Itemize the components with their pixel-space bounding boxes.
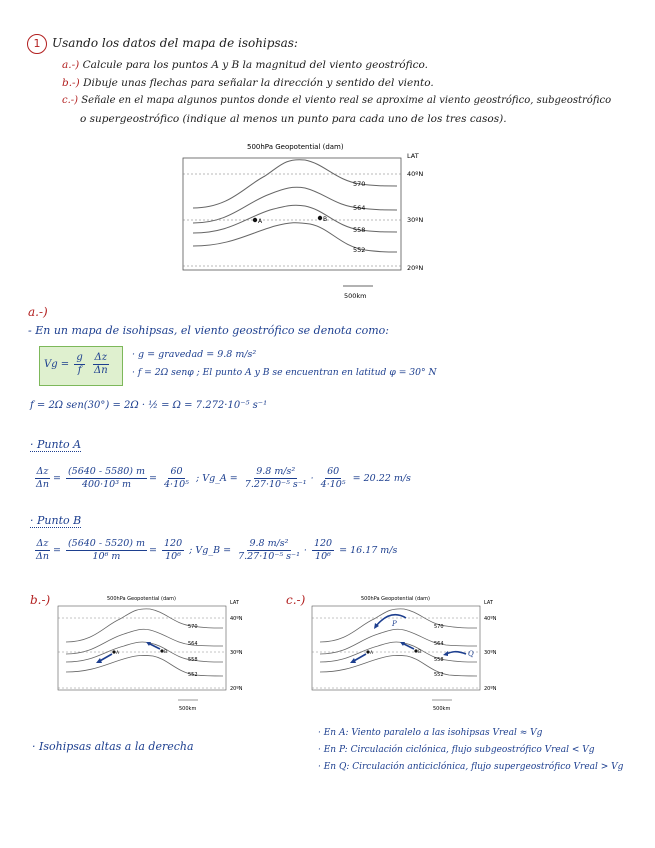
pb-r-num: 120 [164, 538, 183, 549]
pb-frac-2 [162, 538, 184, 563]
task-c [62, 95, 611, 106]
map-c-point-p: P [392, 620, 397, 628]
point-b-title: · Punto B [30, 514, 82, 527]
point-a-calc: $\frac{\Delta z}{\Delta n}$ = $\frac{(5640 - 5580) m}{\text{400·10³ m}}$ = $\frac{60}{\text{4·10⁵}}$ ; Vg_A = $\frac{\text{9.8 m/s²}}{\text{7.27·10⁻⁵ s⁻¹}}$ · $\frac{60}{\text{4·10⁵}}$ = 20.22 m/s [36, 466, 411, 490]
pa-den: 400·10³ m [81, 479, 132, 490]
frac-g-f [74, 352, 84, 377]
pb-x-den: 10⁶ [315, 551, 331, 562]
pb-g-den: 7.27·10⁻⁵ s⁻¹ [238, 551, 300, 562]
map-c-lat-label: LAT [484, 600, 493, 606]
pa-lhs-den: Δn [36, 479, 49, 490]
map-b-title: 500hPa Geopotential (dam) [107, 596, 177, 602]
map-c-cl-570: 570 [434, 624, 444, 630]
pa-frac-3 [243, 466, 309, 491]
map-b-scale: 500km [179, 706, 197, 712]
map-c-lat-20-text: 20ºN [484, 686, 497, 692]
map-b-lat-20-text: 20ºN [230, 686, 243, 692]
map-c-title: 500hPa Geopotential (dam) [361, 596, 431, 602]
map-b-lat-30-text: 30ºN [230, 650, 243, 656]
task-b-label: b.-) [62, 77, 80, 89]
exercise-title: Usando los datos del mapa de isohipsas: [52, 36, 298, 50]
section-a-label: a.-) [28, 305, 48, 319]
map-b-lat-label: LAT [230, 600, 239, 606]
map-b-cl-552: 552 [188, 672, 198, 678]
pa-r-den: 4·10⁵ [164, 479, 189, 490]
map-c-arrow-p [376, 615, 406, 626]
scale-label: 500km [344, 292, 367, 300]
map-lat-40: 40ºN [407, 170, 424, 178]
pb-lhs [34, 538, 51, 563]
pa-num: (5640 - 5580) m [67, 466, 146, 477]
pb-den: 10⁶ m [92, 551, 121, 562]
map-b-lat-40-text: 40ºN [230, 616, 243, 622]
contour-552 [193, 223, 397, 252]
note-coriolis: · f = 2Ω senφ ; El punto A y B se encuentran en latitud φ = 30° N [132, 367, 437, 378]
frac-dn: Δn [93, 365, 108, 376]
pb-frac-1 [66, 538, 147, 563]
map-c-cl-552: 552 [434, 672, 444, 678]
pb-lhs-num: Δz [36, 538, 49, 549]
pb-frac-3 [236, 538, 302, 563]
pb-frac-4 [312, 538, 334, 563]
pb-v: ; Vg_B = [189, 545, 232, 556]
pa-frac-1 [66, 466, 147, 491]
map-c-point-a-label: A [370, 651, 374, 656]
isohypse-map-main [175, 138, 465, 308]
formula-lhs: Vg = [44, 359, 70, 370]
point-b-dot [318, 216, 322, 220]
pb-lhs-den: Δn [36, 551, 49, 562]
pb-num: (5640 - 5520) m [67, 538, 146, 549]
section-c-note-q: · En Q: Circulación anticiclónica, flujo supergeostrófico Vreal > Vg [318, 762, 624, 772]
exercise-number-circle [27, 34, 47, 54]
map-b-contour-564 [66, 629, 223, 654]
contour-label-558: 558 [353, 226, 366, 234]
pa-result: = 20.22 m/s [352, 473, 411, 484]
section-c-note-p: · En P: Circulación ciclónica, flujo subgeostrófico Vreal < Vg [318, 745, 595, 755]
geostrophic-formula [44, 352, 112, 377]
pb-r-den: 10⁶ [165, 551, 182, 562]
pb-x-num: 120 [313, 538, 333, 549]
exercise-number: 1 [33, 37, 41, 50]
map-c-contour-564 [320, 629, 477, 654]
map-c-cl-558: 558 [434, 657, 444, 663]
map-c-contour-570 [320, 609, 477, 642]
map-frame [183, 158, 401, 270]
map-c-scale: 500km [433, 706, 451, 712]
map-b-point-b-label: B [164, 650, 168, 655]
map-lat-30: 30ºN [407, 216, 424, 224]
section-b-label: b.-) [30, 593, 51, 607]
map-b-contour-570 [66, 609, 223, 642]
map-b-frame [58, 606, 226, 690]
map-c-lat-40-text: 40ºN [484, 616, 497, 622]
isohypse-map-b [52, 592, 272, 717]
contour-label-570: 570 [353, 180, 366, 188]
section-a-intro: - En un mapa de isohipsas, el viento geostrófico se denota como: [28, 324, 389, 337]
point-a-title: · Punto A [30, 438, 82, 451]
map-c-point-b-label: B [418, 650, 422, 655]
pa-frac-4 [319, 466, 348, 491]
point-a-label: A [258, 218, 263, 225]
task-a-label: a.-) [62, 59, 80, 71]
frac-f: f [77, 365, 82, 376]
pb-g-num: 9.8 m/s² [249, 538, 289, 549]
frac-g: g [76, 352, 83, 363]
map-title: 500hPa Geopotential (dam) [247, 143, 344, 151]
map-b-point-a-label: A [116, 651, 120, 656]
map-b-cl-564: 564 [188, 641, 198, 647]
pa-lhs [34, 466, 51, 491]
map-lat-20: 20ºN [407, 264, 424, 272]
section-c-note-a: · En A: Viento paralelo a las isohipsas Vreal ≈ Vg [318, 728, 543, 738]
contour-570 [193, 160, 397, 208]
frac-dz-dn [92, 352, 110, 377]
task-a-text: Calcule para los puntos A y B la magnitud del viento geostrófico. [82, 59, 428, 71]
isohypse-map-c [306, 592, 526, 717]
point-b-calc: $\frac{\Delta z}{\Delta n}$ = $\frac{(5640 - 5520) m}{\text{10⁶ m}}$ = $\frac{120}{\text{10⁶}}$ ; Vg_B = $\frac{\text{9.8 m/s²}}{\text{7.27·10⁻⁵ s⁻¹}}$ · $\frac{120}{\text{10⁶}}$ = 16.17 m/s [36, 538, 398, 562]
pa-g-num: 9.8 m/s² [256, 466, 296, 477]
pa-lhs-num: Δz [36, 466, 49, 477]
section-b-note: · Isohipsas altas a la derecha [32, 740, 194, 753]
contour-label-564: 564 [353, 204, 366, 212]
map-lat-label: LAT [407, 152, 419, 160]
pa-x-num: 60 [327, 466, 340, 477]
pa-x-den: 4·10⁵ [320, 479, 346, 490]
note-gravity: · g = gravedad = 9.8 m/s² [132, 349, 257, 360]
contour-label-552: 552 [353, 246, 366, 254]
task-c-continued [80, 113, 507, 125]
map-b-cl-558: 558 [188, 657, 198, 663]
pa-r-num: 60 [170, 466, 183, 477]
coriolis-calc: f = 2Ω sen(30°) = 2Ω · ½ = Ω = 7.272·10⁻⁵ s⁻¹ [30, 400, 268, 411]
contour-558 [193, 205, 397, 233]
map-c-frame [312, 606, 480, 690]
map-c-cl-564: 564 [434, 641, 444, 647]
pb-result: = 16.17 m/s [339, 545, 398, 556]
map-c-point-q: Q [468, 650, 474, 658]
pa-frac-2 [162, 466, 191, 491]
task-b-text: Dibuje unas flechas para señalar la dirección y sentido del viento. [83, 77, 434, 89]
section-c-label: c.-) [286, 593, 306, 607]
map-c-lat-30-text: 30ºN [484, 650, 497, 656]
pa-v: ; Vg_A = [196, 473, 238, 484]
task-a [62, 59, 428, 71]
map-b-cl-570: 570 [188, 624, 198, 630]
point-a-dot [253, 218, 257, 222]
task-c-text: Señale en el mapa algunos puntos donde el viento real se aproxime al viento geostrófico, subgeostrófico [81, 95, 612, 106]
task-b [62, 77, 434, 89]
frac-dz: Δz [94, 352, 108, 363]
point-b-label: B [323, 216, 328, 223]
task-c-label: c.-) [62, 95, 79, 106]
task-c-text-2: o supergeostrófico (indique al menos un punto para cada uno de los tres casos). [80, 113, 507, 125]
pa-g-den: 7.27·10⁻⁵ s⁻¹ [244, 479, 307, 490]
